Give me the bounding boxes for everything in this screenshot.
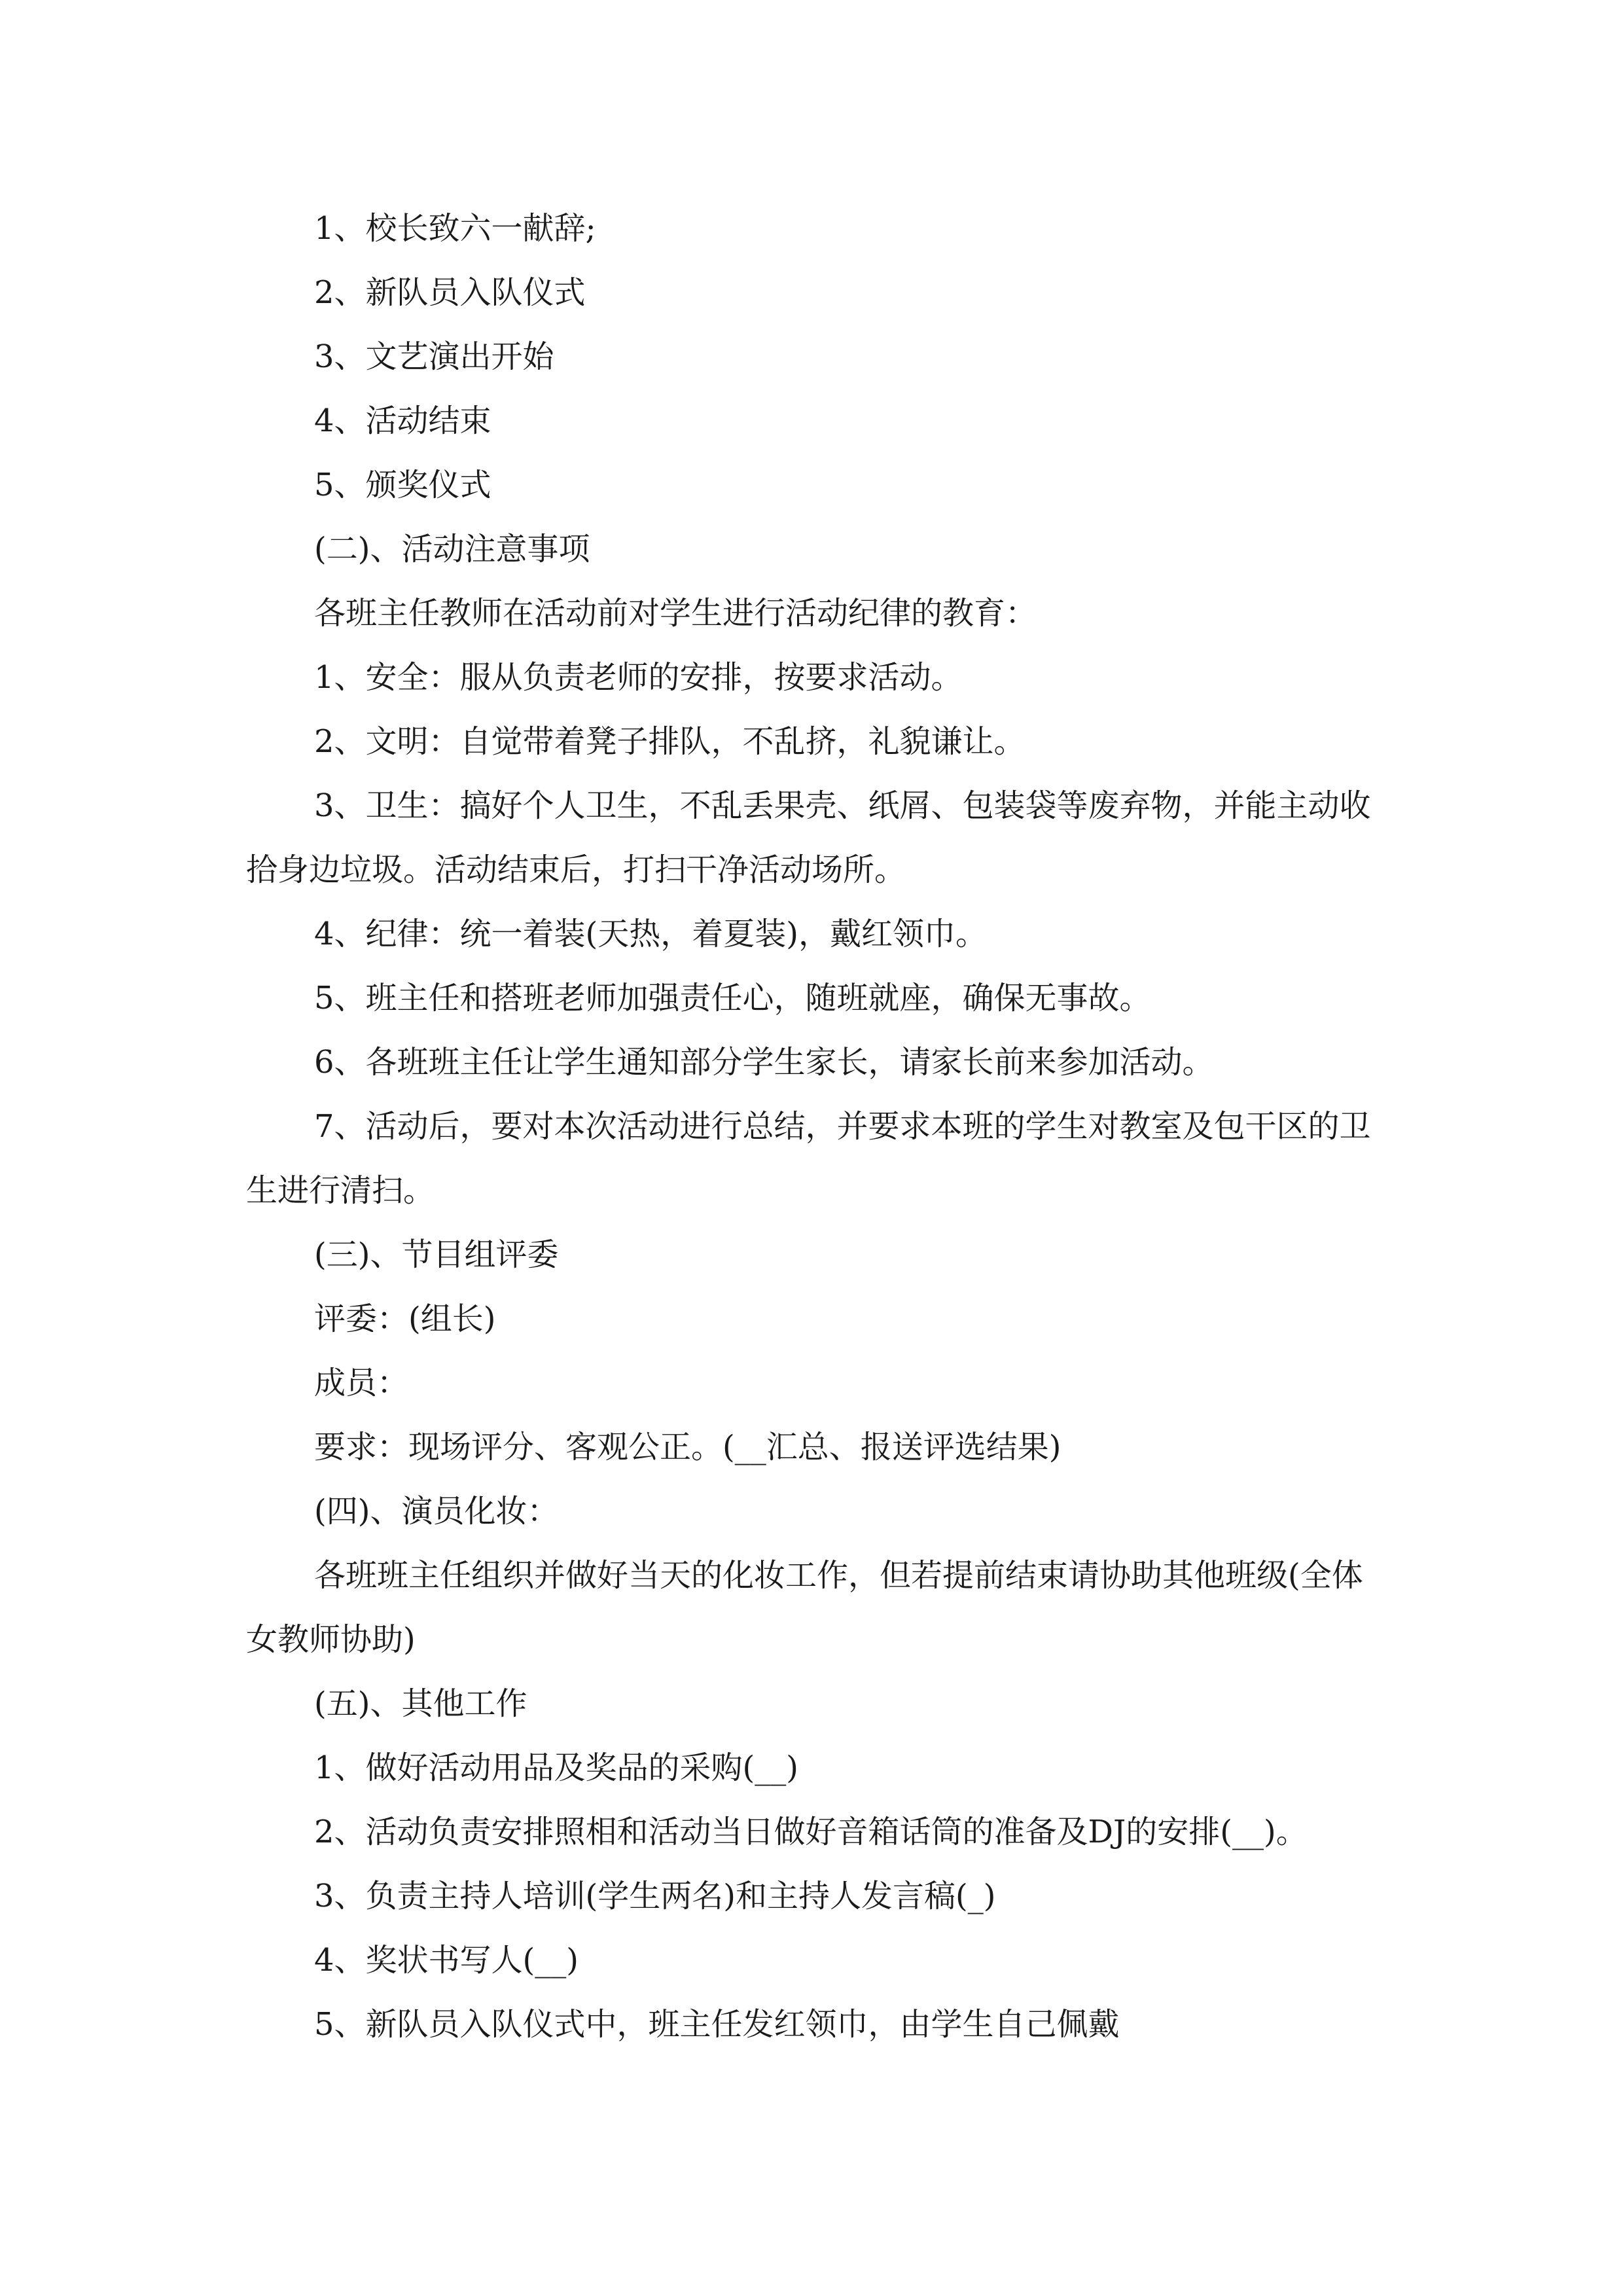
paragraph: 成员： xyxy=(314,1365,409,1401)
document-body xyxy=(246,196,1385,2056)
list-item: 5、新队员入队仪式中，班主任发红领巾，由学生自己佩戴 xyxy=(314,2006,1120,2043)
list-item: 4、活动结束 xyxy=(314,403,491,439)
list-item: 1、安全：服从负责老师的安排，按要求活动。 xyxy=(314,659,963,696)
list-item: 5、班主任和搭班老师加强责任心，随班就座，确保无事故。 xyxy=(314,980,1151,1016)
list-item: 1、校长致六一献辞; xyxy=(314,210,596,247)
section-heading: (四)、演员化妆： xyxy=(314,1493,559,1530)
paragraph: 各班主任教师在活动前对学生进行活动纪律的教育： xyxy=(314,595,1037,632)
list-item: 2、新队员入队仪式 xyxy=(314,274,586,311)
list-item: 5、颁奖仪式 xyxy=(314,467,491,503)
paragraph: 各班班主任组织并做好当天的化妆工作，但若提前结束请协助其他班级(全体女教师协助) xyxy=(246,1557,1363,1658)
list-item: 4、纪律：统一着装(天热，着夏装)，戴红领巾。 xyxy=(314,916,987,952)
section-heading: (三)、节目组评委 xyxy=(314,1236,559,1273)
list-item: 3、卫生：搞好个人卫生，不乱丢果壳、纸屑、包装袋等废弃物，并能主动收拾身边垃圾。活动结束后，打扫干净活动场所。 xyxy=(246,787,1371,888)
section-heading: (五)、其他工作 xyxy=(314,1685,527,1722)
list-item: 6、各班班主任让学生通知部分学生家长，请家长前来参加活动。 xyxy=(314,1044,1214,1081)
list-item: 3、文艺演出开始 xyxy=(314,338,554,375)
paragraph: 评委：(组长) xyxy=(314,1300,496,1337)
section-heading: (二)、活动注意事项 xyxy=(314,531,590,567)
list-item: 3、负责主持人培训(学生两名)和主持人发言稿(_) xyxy=(314,1878,996,1914)
list-item: 2、文明：自觉带着凳子排队，不乱挤，礼貌谦让。 xyxy=(314,723,1026,760)
list-item: 2、活动负责安排照相和活动当日做好音箱话筒的准备及DJ的安排(__)。 xyxy=(314,1814,1308,1850)
paragraph: 要求：现场评分、客观公正。(__汇总、报送评选结果) xyxy=(314,1429,1061,1465)
list-item: 7、活动后，要对本次活动进行总结，并要求本班的学生对教室及包干区的卫生进行清扫。 xyxy=(246,1108,1371,1209)
list-item: 1、做好活动用品及奖品的采购(__) xyxy=(314,1749,798,1786)
list-item: 4、奖状书写人(__) xyxy=(314,1942,579,1979)
